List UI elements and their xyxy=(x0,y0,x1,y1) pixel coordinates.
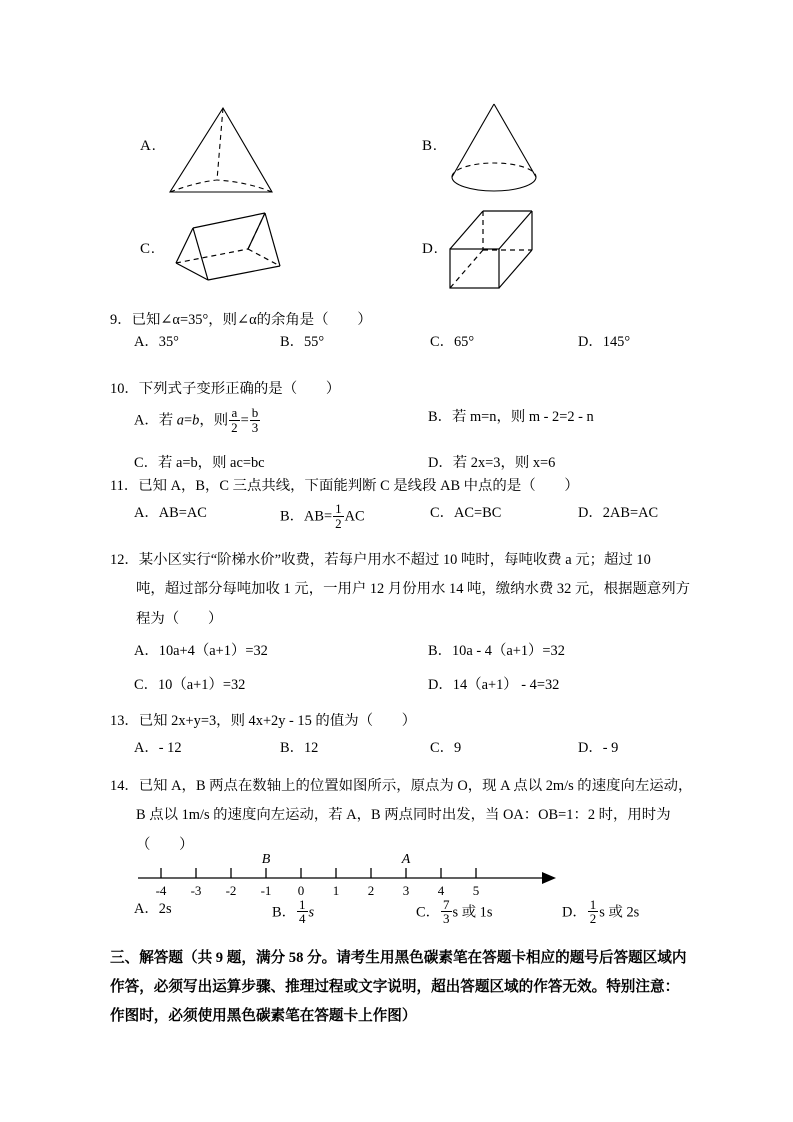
number-line-figure xyxy=(130,852,570,900)
question-10-stem: 10．下列式子变形正确的是（ ） xyxy=(110,381,341,397)
question-11-option-d[interactable]: D．2AB=AC xyxy=(578,505,659,522)
question-13-stem: 13．已知 2x+y=3，则 4x+2y - 15 的值为（ ） xyxy=(110,713,417,729)
fraction-denominator: 3 xyxy=(443,911,450,927)
fraction-denominator: 3 xyxy=(251,419,259,435)
question-11-options xyxy=(110,502,688,540)
question-12-options-row2 xyxy=(110,674,688,700)
section-note-line2: 作答，必须写出运算步骤、推理过程或文字说明，超出答题区域的作答无效。特别注意： xyxy=(110,979,680,996)
option-d-post: s 或 2s xyxy=(599,904,640,921)
question-13 xyxy=(110,710,688,763)
option-b-post: AC xyxy=(344,508,365,525)
number-line-svg xyxy=(130,852,570,900)
question-12 xyxy=(110,549,691,700)
figure-label-b: B. xyxy=(422,138,438,154)
fraction-denominator: 2 xyxy=(231,419,238,435)
question-14-stem-line2: B 点以 1m/s 的速度向左运动，若 A，B 两点同时出发，当 OA：OB=1：2 时，用时为 xyxy=(136,807,671,824)
point-a-label: A xyxy=(401,852,411,867)
question-9-option-a[interactable]: A．35° xyxy=(134,334,179,351)
fraction-numerator: 1 xyxy=(589,897,597,912)
question-11-option-c[interactable]: C．AC=BC xyxy=(430,505,502,522)
option-b-pre: B． xyxy=(272,904,296,921)
fraction-numerator: 1 xyxy=(299,897,306,912)
question-9-option-c[interactable]: C．65° xyxy=(430,334,475,351)
question-13-options xyxy=(110,737,688,763)
fraction-denominator: 2 xyxy=(589,911,597,927)
question-9-option-b[interactable]: B．55° xyxy=(280,334,325,351)
option-c-post: s 或 1s xyxy=(452,904,493,921)
fraction-a-over-2 xyxy=(229,406,240,434)
tick-label--2: -2 xyxy=(225,883,237,898)
question-13-option-a[interactable]: A．- 12 xyxy=(134,740,182,757)
question-9-options xyxy=(110,331,688,357)
section-three-instructions xyxy=(110,944,688,1032)
triangular-prism-icon xyxy=(158,200,338,305)
cone-icon xyxy=(438,97,568,197)
question-10-option-c[interactable]: C．若 a=b，则 ac=bc xyxy=(134,455,265,472)
fraction-one-quarter xyxy=(297,898,308,926)
question-10-options-row1 xyxy=(110,406,688,444)
fraction-numerator: 1 xyxy=(335,501,342,517)
triangular-pyramid-icon xyxy=(155,100,325,200)
option-a-var-a: a xyxy=(176,412,184,429)
question-9-stem: 9．已知∠α=35°，则∠α的余角是（ ） xyxy=(110,312,372,328)
fraction-numerator: 7 xyxy=(443,897,450,912)
question-10 xyxy=(110,378,688,478)
tick-label-1: 1 xyxy=(332,883,340,898)
option-a-text-pre: A．若 xyxy=(134,412,177,429)
option-a-text-post: ，则 xyxy=(199,412,229,429)
tick-label-2: 2 xyxy=(367,883,375,898)
option-b-post: s xyxy=(308,904,315,921)
fraction-one-half xyxy=(333,502,344,530)
section-note-line1: 三、解答题（共 9 题，满分 58 分。请考生用黑色碳素笔在答题卡相应的题号后答题区域内 xyxy=(110,950,687,966)
fraction-seven-thirds xyxy=(441,898,452,926)
question-12-stem-line1: 12．某小区实行“阶梯水价”收费，若每户用水不超过 10 吨时，每吨收费 a 元；超过 10 xyxy=(110,552,651,568)
question-13-option-d[interactable]: D．- 9 xyxy=(578,740,619,757)
question-14-option-b[interactable] xyxy=(272,898,314,926)
fraction-equals: = xyxy=(240,412,249,429)
tick-label-4: 4 xyxy=(437,883,445,898)
question-10-option-b[interactable]: B．若 m=n，则 m - 2=2 - n xyxy=(428,409,594,426)
question-12-option-d[interactable]: D．14（a+1） - 4=32 xyxy=(428,676,560,693)
question-14-options-row xyxy=(110,898,688,936)
tick-label-0: 0 xyxy=(297,883,305,898)
tick-label--1: -1 xyxy=(260,883,272,898)
figure-label-d: D. xyxy=(422,241,439,257)
question-14-option-a[interactable]: A．2s xyxy=(134,901,172,917)
fraction-numerator: a xyxy=(231,405,238,421)
option-c-pre: C． xyxy=(416,904,440,921)
question-13-option-b[interactable]: B．12 xyxy=(280,740,319,757)
figure-label-c: C. xyxy=(140,241,156,257)
question-10-option-d[interactable]: D．若 2x=3，则 x=6 xyxy=(428,455,556,472)
figure-label-a: A. xyxy=(140,138,157,154)
option-a-var-b: b xyxy=(192,412,200,429)
question-10-option-a[interactable] xyxy=(134,406,261,434)
question-12-stem-line3: 程为（ ） xyxy=(136,610,223,627)
question-12-stem-line2: 吨，超过部分每吨加收 1 元，一用户 12 月份用水 14 吨，缴纳水费 32 元，根据题意列方 xyxy=(136,581,691,598)
option-d-pre: D． xyxy=(562,904,587,921)
shape-choice-figures xyxy=(110,95,690,305)
fraction-denominator: 2 xyxy=(335,515,342,531)
question-12-option-c[interactable]: C．10（a+1）=32 xyxy=(134,676,246,693)
section-note-line3: 作图时，必须使用黑色碳素笔在答题卡上作图） xyxy=(110,1008,417,1025)
question-14-stem-line3: （ ） xyxy=(136,836,194,853)
question-14-option-c[interactable] xyxy=(416,898,492,926)
point-b-label: B xyxy=(261,852,271,867)
question-11 xyxy=(110,475,688,540)
tick-label--3: -3 xyxy=(190,883,202,898)
question-13-option-c[interactable]: C．9 xyxy=(430,740,462,757)
question-12-option-a[interactable]: A．10a+4（a+1）=32 xyxy=(134,642,268,659)
question-9 xyxy=(110,309,688,357)
question-11-option-b[interactable] xyxy=(280,502,365,530)
question-14 xyxy=(110,775,693,856)
question-14-option-d[interactable] xyxy=(562,898,639,926)
question-14-stem-line1: 14．已知 A，B 两点在数轴上的位置如图所示，原点为 O，现 A 点以 2m/s 的速度向左运动， xyxy=(110,778,693,794)
question-11-stem: 11．已知 A，B，C 三点共线，下面能判断 C 是线段 AB 中点的是（ ） xyxy=(110,478,579,494)
question-9-option-d[interactable]: D．145° xyxy=(578,334,631,351)
option-b-pre: B．AB= xyxy=(280,508,333,525)
fraction-denominator: 4 xyxy=(299,911,306,927)
question-14-options xyxy=(110,898,688,936)
fraction-one-half xyxy=(588,898,599,926)
question-12-option-b[interactable]: B．10a - 4（a+1）=32 xyxy=(428,642,565,659)
tick-label-5: 5 xyxy=(472,883,480,898)
fraction-b-over-3 xyxy=(250,406,261,434)
question-11-option-a[interactable]: A．AB=AC xyxy=(134,505,207,522)
tick-label-3: 3 xyxy=(402,883,410,898)
cube-icon xyxy=(435,202,575,302)
question-12-options-row1 xyxy=(110,640,688,666)
fraction-numerator: b xyxy=(251,405,259,421)
option-a-equals: = xyxy=(183,412,193,429)
tick-label--4: -4 xyxy=(155,883,167,898)
